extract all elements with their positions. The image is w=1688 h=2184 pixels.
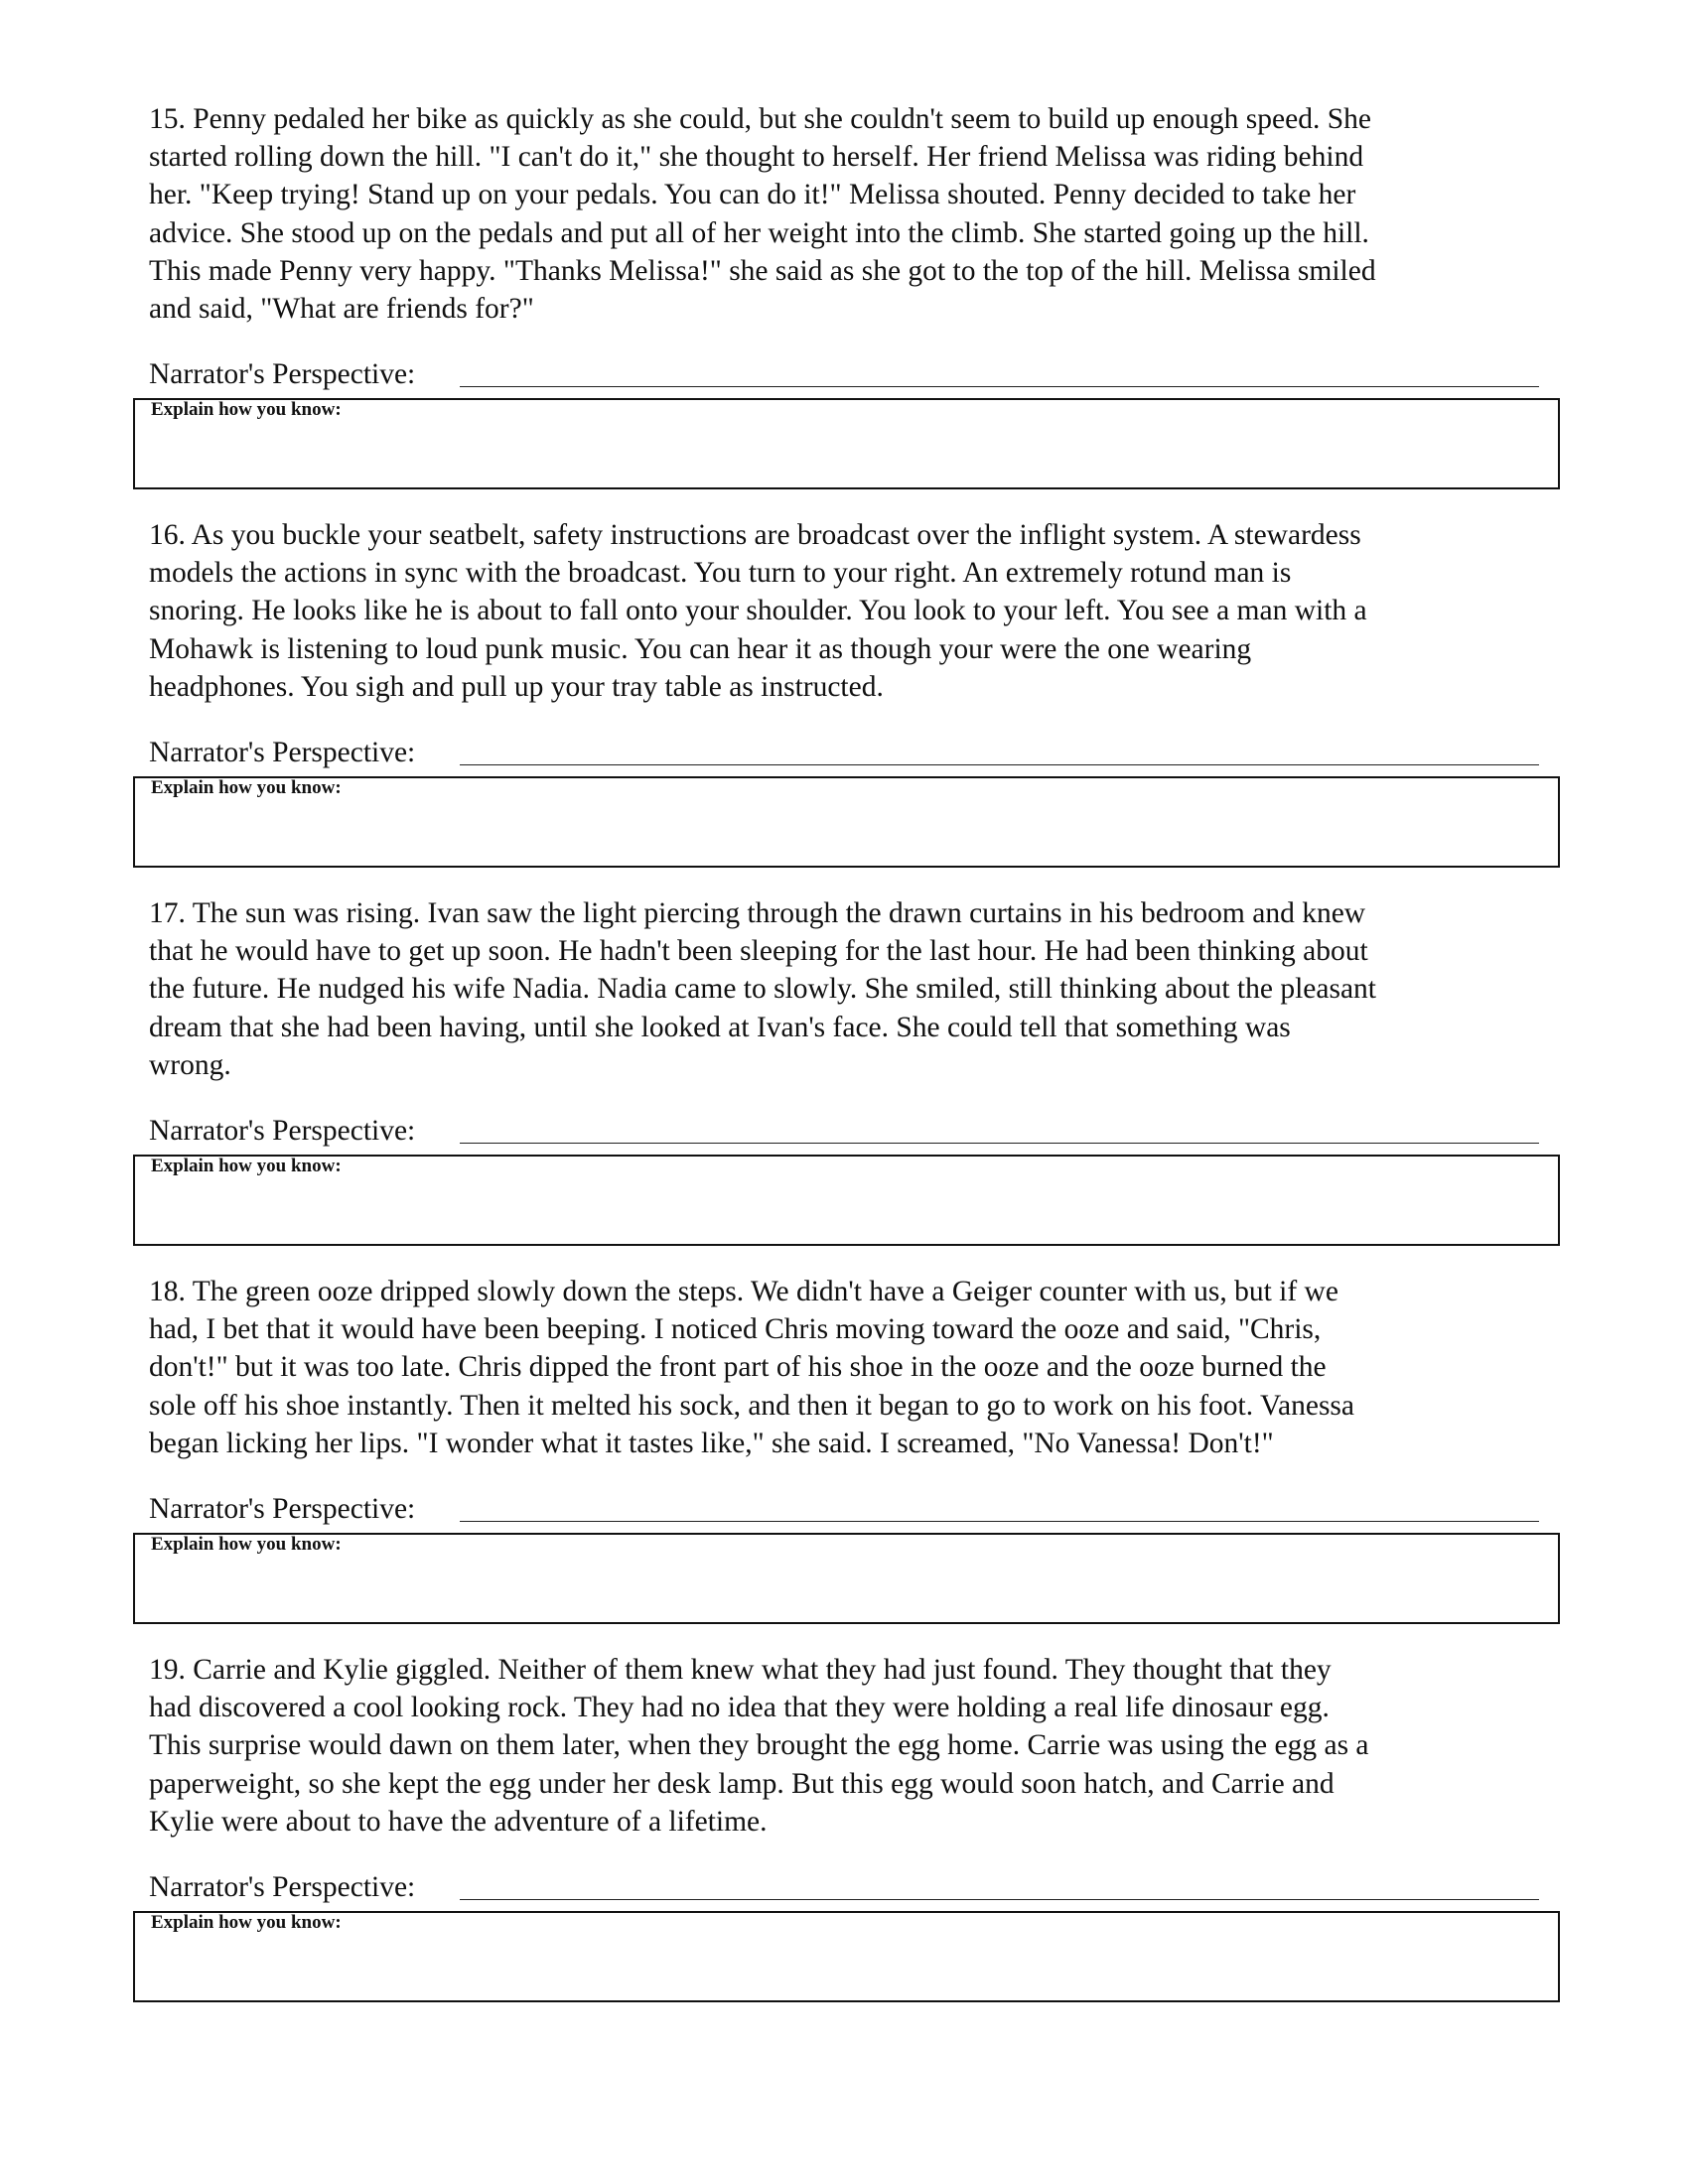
explain-label: Explain how you know: — [151, 399, 342, 420]
narrator-perspective-label: Narrator's Perspective: — [149, 358, 416, 390]
narrator-perspective-row — [149, 355, 1539, 393]
explain-label: Explain how you know: — [151, 777, 342, 798]
passage-text: 19. Carrie and Kylie giggled. Neither of them knew what they had just found. They thought that they had discovered a cool looking rock. They had no idea that they were holding a real life dinosaur egg. This surprise would dawn on them later, when they brought the egg home. Carrie was using the egg as a paperweight, so she kept the egg under her desk lamp. But this egg would soon hatch, and Carrie and Kylie were about to have the adventure of a lifetime. — [149, 1654, 1369, 1838]
explain-answer-box[interactable] — [133, 398, 1560, 489]
explain-answer-box[interactable] — [133, 1155, 1560, 1246]
explain-answer-box[interactable] — [133, 1533, 1560, 1624]
narrator-perspective-label: Narrator's Perspective: — [149, 1115, 416, 1147]
narrator-perspective-answer-line[interactable] — [460, 1521, 1539, 1522]
narrator-perspective-row — [149, 1490, 1539, 1528]
explain-answer-box[interactable] — [133, 776, 1560, 868]
narrator-perspective-label: Narrator's Perspective: — [149, 737, 416, 768]
passage-text: 15. Penny pedaled her bike as quickly as she could, but she couldn't seem to build up enough speed. She started rolling down the hill. "I can't do it," she thought to herself. Her friend Melissa was riding behind her. "Keep trying! Stand up on your pedals. You can do it!" Melissa shouted. Penny decided to take her advice. She stood up on the pedals and put all of her weight into the climb. She started going up the hill. This made Penny very happy. "Thanks Melissa!" she said as she got to the top of the hill. Melissa smiled and said, "What are friends for?" — [149, 103, 1376, 326]
passage-text: 18. The green ooze dripped slowly down the steps. We didn't have a Geiger counter with us, but if we had, I bet that it would have been beeping. I noticed Chris moving toward the ooze and said, "Chris, don't!" but it was too late. Chris dipped the front part of his shoe in the ooze and the ooze burned the sole off his shoe instantly. Then it melted his sock, and then it began to go to work on his foot. Vanessa began licking her lips. "I wonder what it tastes like," she said. I screamed, "No Vanessa! Don't!" — [149, 1276, 1354, 1459]
passage-text: 16. As you buckle your seatbelt, safety instructions are broadcast over the inflight system. A stewardess models the actions in sync with the broadcast. You turn to your right. An extremely rotund man is snoring. He looks like he is about to fall onto your shoulder. You look to your left. You see a man with a Mohawk is listening to loud punk music. You can hear it as though your were the one wearing headphones. You sigh and pull up your tray table as instructed. — [149, 519, 1367, 703]
narrator-perspective-row — [149, 1868, 1539, 1906]
explain-label: Explain how you know: — [151, 1912, 342, 1933]
narrator-perspective-answer-line[interactable] — [460, 1899, 1539, 1900]
narrator-perspective-label: Narrator's Perspective: — [149, 1493, 416, 1525]
narrator-perspective-row — [149, 1112, 1539, 1150]
explain-label: Explain how you know: — [151, 1156, 342, 1176]
narrator-perspective-answer-line[interactable] — [460, 386, 1539, 387]
narrator-perspective-row — [149, 734, 1539, 771]
narrator-perspective-answer-line[interactable] — [460, 1143, 1539, 1144]
narrator-perspective-answer-line[interactable] — [460, 764, 1539, 765]
explain-label: Explain how you know: — [151, 1534, 342, 1555]
passage-text: 17. The sun was rising. Ivan saw the light piercing through the drawn curtains in his bedroom and knew that he would have to get up soon. He hadn't been sleeping for the last hour. He had been thinking about the future. He nudged his wife Nadia. Nadia came to slowly. She smiled, still thinking about the pleasant dream that she had been having, until she looked at Ivan's face. She could tell that something was wrong. — [149, 897, 1376, 1081]
explain-answer-box[interactable] — [133, 1911, 1560, 2002]
narrator-perspective-label: Narrator's Perspective: — [149, 1871, 416, 1903]
